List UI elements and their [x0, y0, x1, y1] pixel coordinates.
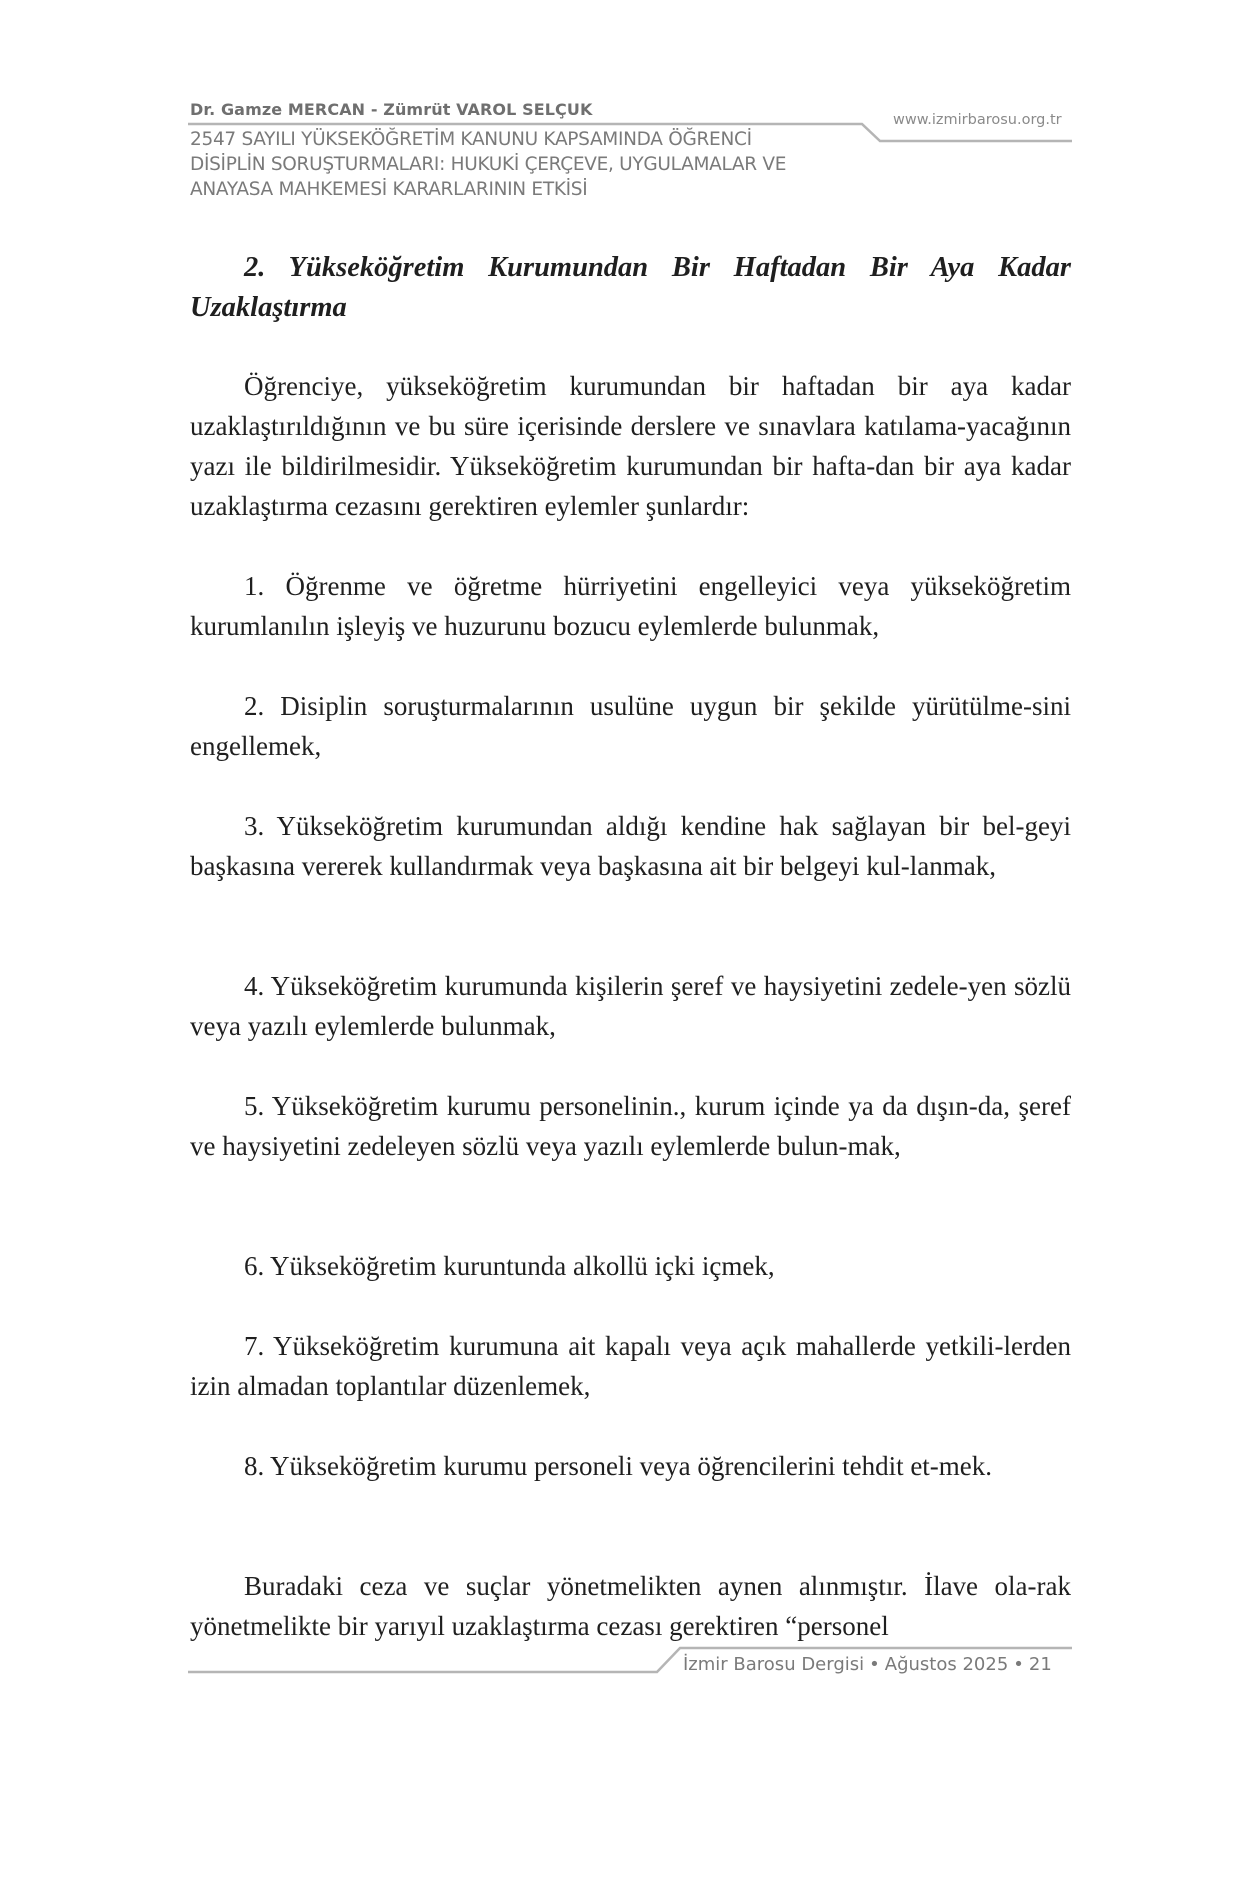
list-item-text: 1. Öğrenme ve öğretme hürriyetini engelleyici veya yükseköğretim kurumlanılın işleyiş ve huzurunu bozucu eylemlerde bulunmak,: [190, 571, 1071, 641]
journal-name: İzmir Barosu Dergisi: [683, 1654, 865, 1675]
list-item-text: 6. Yükseköğretim kuruntunda alkollü içki içmek,: [244, 1251, 775, 1281]
website-url[interactable]: www.izmirbarosu.org.tr: [893, 112, 1062, 128]
list-item: [190, 566, 1071, 646]
intro-block: [190, 366, 1071, 526]
separator-dot: •: [1013, 1654, 1024, 1675]
running-head-title-line: DİSİPLİN SORUŞTURMALARI: HUKUKİ ÇERÇEVE, UYGULAMALAR VE: [190, 154, 787, 175]
list-item-text: 4. Yükseköğretim kurumunda kişilerin şeref ve haysiyetini zedele-yen sözlü veya yazılı eylemlerde bulunmak,: [190, 971, 1071, 1041]
list-item: [190, 686, 1071, 766]
list-item-text: 7. Yükseköğretim kurumuna ait kapalı veya açık mahallerde yetkili-lerden izin almadan toplantılar düzenlemek,: [190, 1331, 1071, 1401]
running-head-authors: Dr. Gamze MERCAN - Zümrüt VAROL SELÇUK: [190, 100, 593, 119]
list-item-text: 3. Yükseköğretim kurumundan aldığı kendine hak sağlayan bir bel-geyi başkasına vererek kullandırmak veya başkasına ait bir belgeyi kul-lanmak,: [190, 811, 1071, 881]
running-head-title: [190, 127, 890, 202]
list-item-text: 5. Yükseköğretim kurumu personelinin., kurum içinde ya da dışın-da, şeref ve haysiyetini zedeleyen sözlü veya yazılı eylemlerde bulun-mak,: [190, 1091, 1071, 1161]
list-item-text: 8. Yükseköğretim kurumu personeli veya öğrencilerini tehdit et-mek.: [244, 1451, 993, 1481]
list-item-text: 2. Disiplin soruşturmalarının usulüne uygun bir şekilde yürütülme-sini engellemek,: [190, 691, 1071, 761]
closing-paragraph: Buradaki ceza ve suçlar yönetmelikten aynen alınmıştır. İlave ola-rak yönetmelikte bir yarıyıl uzaklaştırma cezası gerektiren “personel: [190, 1571, 1071, 1641]
issue-date: Ağustos 2025: [884, 1654, 1009, 1675]
running-head-title-line: 2547 SAYILI YÜKSEKÖĞRETİM KANUNU KAPSAMINDA ÖĞRENCİ: [190, 129, 752, 150]
page-number: 21: [1028, 1654, 1052, 1675]
list-item: [190, 1086, 1071, 1166]
section-heading: 2. Yükseköğretim Kurumundan Bir Haftadan Bir Aya Kadar Uzaklaştırma: [190, 252, 1071, 323]
list-item: [190, 1246, 1071, 1286]
running-head-title-line: ANAYASA MAHKEMESİ KARARLARININ ETKİSİ: [190, 179, 588, 200]
list-item: [190, 806, 1071, 886]
page-footer: [683, 1654, 1052, 1675]
list-item: [190, 1326, 1071, 1406]
closing-block: [190, 1566, 1071, 1646]
list-item: [190, 1446, 1071, 1486]
list-item: [190, 966, 1071, 1046]
intro-paragraph: Öğrenciye, yükseköğretim kurumundan bir haftadan bir aya kadar uzaklaştırıldığının ve bu süre içerisinde derslere ve sınavlara katılama-yacağının yazı ile bildirilmesidir. Yükseköğretim kurumundan bir hafta-dan bir aya kadar uzaklaştırma cezasını gerektiren eylemler şunlardır:: [190, 371, 1071, 521]
separator-dot: •: [869, 1654, 880, 1675]
